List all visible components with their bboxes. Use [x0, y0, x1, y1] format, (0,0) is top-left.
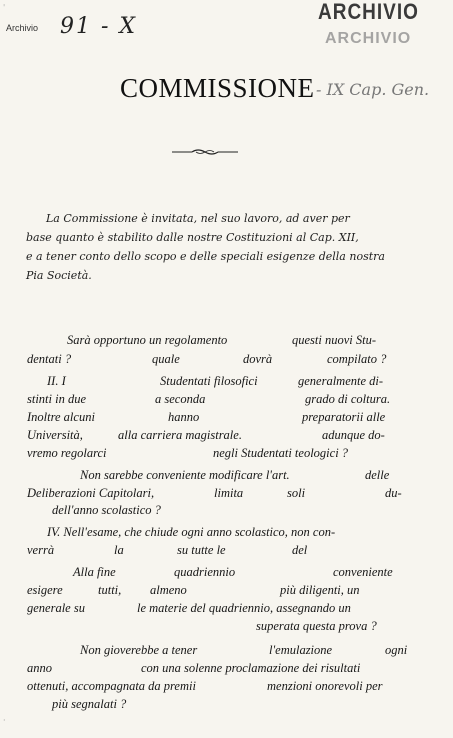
archive-stamp-small: Archivio — [6, 23, 39, 33]
body-text: Non gioverebbe a tener — [80, 643, 198, 657]
body-text: ogni — [385, 643, 408, 657]
body-text: hanno — [168, 410, 200, 424]
body-text: del — [292, 543, 308, 557]
body-text: conveniente — [333, 565, 393, 579]
body-text: delle — [365, 468, 390, 482]
body-text: generalmente di- — [298, 374, 384, 388]
body-text: su tutte le — [177, 543, 226, 557]
body-text: stinti in due — [27, 392, 87, 406]
body-text: Sarà opportuno un regolamento — [67, 333, 228, 347]
body-text: generale su — [27, 601, 85, 615]
body-text: Studentati filosofici — [160, 374, 258, 388]
body-text: verrà — [27, 543, 55, 557]
intro-line-3: e a tener conto dello scopo e delle speciali esigenze della nostra — [26, 250, 385, 263]
body-text: le materie del quadriennio, assegnando un — [137, 601, 351, 615]
body-text: con una solenne proclamazione dei risultati — [141, 661, 361, 675]
body-text: superata questa prova ? — [256, 619, 377, 633]
body-text: adunque do- — [322, 428, 385, 442]
body-text: preparatorii alle — [302, 410, 386, 424]
document-title: COMMISSIONE — [120, 73, 315, 103]
body-text: IV. Nell'esame, che chiude ogni anno scolastico, non con- — [47, 525, 336, 539]
body-text: tutti, — [98, 583, 122, 597]
body-text: Alla fine — [73, 565, 116, 579]
archive-stamp-large: ARCHIVIO — [318, 0, 419, 25]
body-text: alla carriera magistrale. — [118, 428, 242, 442]
body-text: soli — [287, 486, 306, 500]
body-text: più diligenti, un — [280, 583, 360, 597]
body-text: la — [114, 543, 124, 557]
body-text: anno — [27, 661, 52, 675]
body-text: vremo regolarci — [27, 446, 107, 460]
body-text: II. I — [47, 374, 66, 388]
margin-mark-top: ' — [3, 3, 6, 12]
body-text: quadriennio — [174, 565, 236, 579]
body-text: compilato ? — [327, 352, 387, 366]
handwritten-title-note: - IX Cap. Gen. — [316, 80, 430, 99]
body-text: questi nuovi Stu- — [292, 333, 377, 347]
margin-mark-bottom: · — [3, 716, 6, 725]
body-text: a seconda — [155, 392, 206, 406]
intro-line-4: Pia Società. — [26, 269, 92, 282]
intro-line-2: base quanto è stabilito dalle nostre Costituzioni al Cap. XII, — [26, 231, 359, 244]
handwritten-archive-number: 91 - X — [60, 14, 138, 39]
body-text: dentati ? — [27, 352, 72, 366]
body-text: negli Studentati teologici ? — [213, 446, 349, 460]
body-text: grado di coltura. — [305, 392, 391, 406]
body-text: almeno — [150, 583, 187, 597]
body-text: du- — [385, 486, 402, 500]
body-text: dovrà — [243, 352, 273, 366]
archive-stamp-faded: ARCHIVIO — [325, 30, 412, 47]
body-text: menzioni onorevoli per — [267, 679, 383, 693]
body-text: limita — [214, 486, 244, 500]
body-text: Inoltre alcuni — [27, 410, 95, 424]
body-text: ottenuti, accompagnata da premii — [27, 679, 196, 693]
body-text: Deliberazioni Capitolari, — [27, 486, 155, 500]
body-text: quale — [152, 352, 180, 366]
body-text: dell'anno scolastico ? — [52, 503, 161, 517]
body-text: esigere — [27, 583, 63, 597]
intro-line-1: La Commissione è invitata, nel suo lavoro, ad aver per — [46, 212, 350, 225]
body-text: l'emulazione — [269, 643, 333, 657]
body-text: più segnalati ? — [52, 697, 127, 711]
body-text: Non sarebbe conveniente modificare l'art. — [80, 468, 290, 482]
body-text: Università, — [27, 428, 83, 442]
ornament-divider-icon — [172, 148, 238, 156]
